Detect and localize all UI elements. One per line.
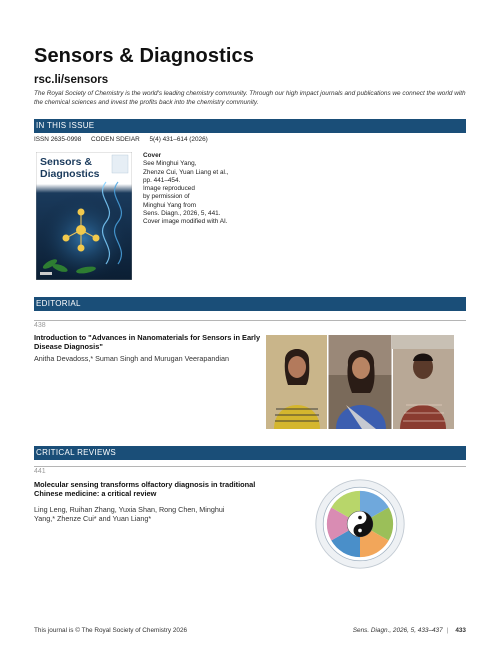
- cover-line: Zhenze Cui, Yuan Liang et al.,: [143, 168, 229, 176]
- divider: [34, 466, 466, 467]
- cover-line: by permission of: [143, 193, 190, 201]
- section-bar-critical-reviews: CRITICAL REVIEWS: [34, 446, 466, 460]
- footer-page-number: 433: [455, 627, 466, 634]
- coden: CODEN SDEIAR: [91, 136, 140, 143]
- cover-description: [143, 152, 253, 227]
- cover-line: Sens. Diagn., 2026, 5, 441.: [143, 210, 221, 218]
- footer-copyright: This journal is © The Royal Society of Chemistry 2026: [34, 627, 188, 634]
- cover-line: pp. 441–454.: [143, 176, 181, 184]
- section-bar-in-this-issue: IN THIS ISSUE: [34, 119, 466, 133]
- journal-tagline: The Royal Society of Chemistry is the world's leading chemistry community. Through our high impact journals and publications we connect the world with the chemical sciences and invest the profits back into the chemistry community.: [34, 90, 466, 106]
- editors-photo: [266, 335, 454, 429]
- editorial-title[interactable]: Introduction to "Advances in Nanomaterials for Sensors in Early Disease Diagnosis": [34, 333, 261, 351]
- review-title[interactable]: Molecular sensing transforms olfactory diagnosis in traditional Chinese medicine: a critical review: [34, 480, 256, 498]
- divider: [34, 320, 466, 321]
- volume: 5(4) 431–614 (2026): [149, 136, 208, 143]
- cover-title-line1: Sensors &: [40, 156, 92, 168]
- cover-line: Minghui Yang from: [143, 201, 197, 209]
- cover-title-line2: Diagnostics: [40, 168, 100, 180]
- footer-citation-block: [353, 627, 466, 634]
- review-page-number: 441: [34, 468, 46, 475]
- footer-citation: Sens. Diagn., 2026, 5, 433–437: [352, 627, 443, 634]
- section-bar-editorial: EDITORIAL: [34, 297, 466, 311]
- footer-separator: |: [446, 627, 449, 634]
- review-authors: Ling Leng, Ruihan Zhang, Yuxia Shan, Rong Chen, Minghui Yang,* Zhenze Cui* and Yuan Liang*: [34, 505, 225, 523]
- review-graphical-abstract: [314, 478, 406, 570]
- editorial-page-number: 438: [34, 322, 46, 329]
- journal-cover-image[interactable]: [36, 152, 132, 280]
- journal-url[interactable]: rsc.li/sensors: [34, 74, 109, 86]
- journal-title: Sensors & Diagnostics: [34, 45, 254, 67]
- cover-line: See Minghui Yang,: [143, 160, 197, 168]
- editorial-authors: Anitha Devadoss,* Suman Singh and Murugan Veerapandian: [34, 354, 229, 363]
- issn: ISSN 2635-0998: [34, 136, 82, 143]
- cover-line: Cover image modified with AI.: [143, 218, 228, 226]
- cover-line: Image reproduced: [143, 185, 195, 193]
- cover-heading: Cover: [143, 152, 162, 159]
- issn-line: [34, 136, 216, 143]
